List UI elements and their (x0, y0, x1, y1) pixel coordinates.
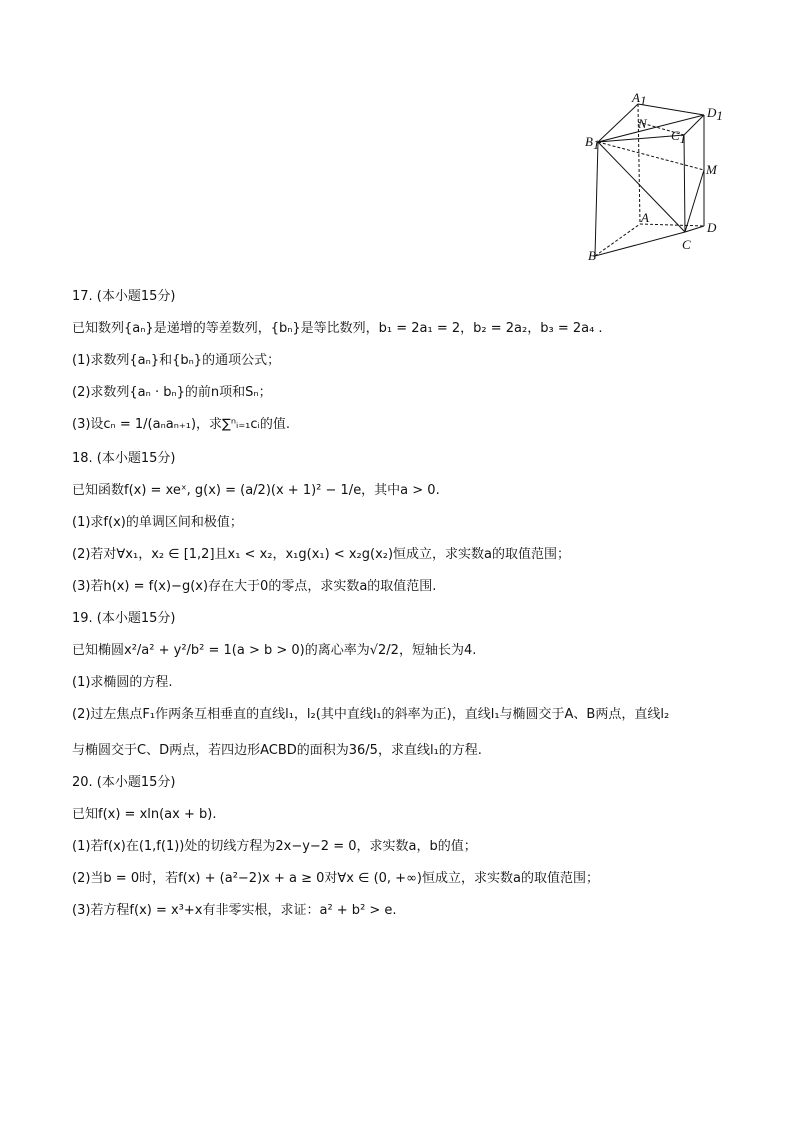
problem-17 (72, 287, 752, 435)
prism-diagram (576, 88, 736, 270)
edge-b-a-hidden (595, 224, 640, 256)
problem-part: (2)过左焦点F₁作两条互相垂直的直线l₁，l₂(其中直线l₁的斜率为正)，直线l₁与椭圆交于A、B两点，直线l₂ (72, 707, 670, 722)
problem-heading: 19. (本小题15分) (72, 611, 176, 626)
label-b: B (588, 248, 596, 263)
edge-c-m (685, 170, 704, 232)
problem-18 (72, 449, 752, 597)
problem-part: (1)求数列{aₙ}和{bₙ}的通项公式； (72, 353, 281, 368)
edge-b-c (595, 232, 685, 256)
label-b1: B1 (585, 134, 600, 152)
problem-text: 已知f(x) = xln(ax + b). (72, 807, 217, 822)
label-c: C (682, 237, 691, 252)
label-d: D (707, 220, 717, 235)
edge-a1-d1 (638, 104, 704, 115)
problem-part: (3)设cₙ = 1/(aₙaₙ₊₁)，求∑ⁿᵢ₌₁cᵢ的值. (72, 417, 290, 432)
problem-part: (1)若f(x)在(1,f(1))处的切线方程为2x−y−2 = 0，求实数a，b的值； (72, 839, 477, 854)
label-c1: C1 (671, 128, 687, 146)
problem-text: 已知椭圆x²/a² + y²/b² = 1(a > b > 0)的离心率为√2/2，短轴长为4. (72, 643, 477, 658)
label-n: N (638, 116, 647, 131)
problem-text: 已知函数f(x) = xeˣ, g(x) = (a/2)(x + 1)² − 1/e，其中a > 0. (72, 483, 440, 498)
edge-b1-m-hidden (598, 142, 704, 170)
problem-19 (72, 609, 752, 761)
problem-20 (72, 773, 752, 921)
edge-a-d-hidden (640, 224, 704, 226)
problem-part: (3)若方程f(x) = x³+x有非零实根，求证：a² + b² > e. (72, 903, 397, 918)
problem-list (72, 287, 752, 933)
label-d1: D1 (707, 105, 723, 123)
edge-c-d (685, 226, 704, 232)
problem-heading: 17. (本小题15分) (72, 289, 176, 304)
problem-heading: 18. (本小题15分) (72, 451, 176, 466)
problem-heading: 20. (本小题15分) (72, 775, 176, 790)
prism-figure (576, 88, 736, 270)
problem-part: (1)求椭圆的方程. (72, 675, 173, 690)
problem-part: (2)若对∀x₁，x₂ ∈ [1,2]且x₁ < x₂，x₁g(x₁) < x₂g(x₂)恒成立，求实数a的取值范围； (72, 547, 571, 562)
problem-part: (1)求f(x)的单调区间和极值； (72, 515, 243, 530)
problem-part: (3)若h(x) = f(x)−g(x)存在大于0的零点，求实数a的取值范围. (72, 579, 437, 594)
label-a: A (641, 210, 649, 225)
label-m: M (706, 162, 717, 177)
problem-text: 已知数列{aₙ}是递增的等差数列，{bₙ}是等比数列，b₁ = 2a₁ = 2，b₂ = 2a₂，b₃ = 2a₄ . (72, 321, 603, 336)
problem-part-continued: 与椭圆交于C、D两点，若四边形ACBD的面积为36/5，求直线l₁的方程. (72, 743, 482, 758)
edge-b1-a1 (598, 104, 638, 142)
problem-part: (2)求数列{aₙ · bₙ}的前n项和Sₙ； (72, 385, 272, 400)
edge-c1-c (684, 135, 685, 232)
edge-b1-b (595, 142, 598, 256)
problem-part: (2)当b = 0时，若f(x) + (a²−2)x + a ≥ 0对∀x ∈ (0, +∞)恒成立，求实数a的取值范围； (72, 871, 599, 886)
label-a1: A1 (632, 90, 647, 108)
